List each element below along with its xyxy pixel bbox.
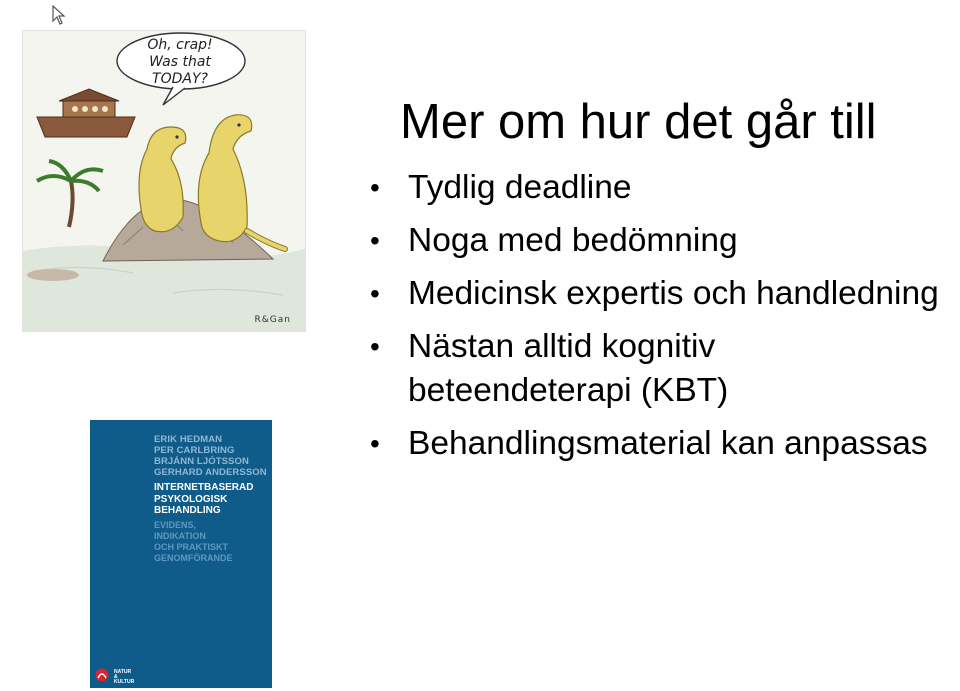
bullet-icon: • bbox=[370, 428, 380, 459]
bullet-list bbox=[368, 166, 948, 475]
book-subtitle-line: GENOMFÖRANDE bbox=[154, 553, 233, 563]
bullet-text: Nästan alltid kognitiv beteendeterapi (KBT) bbox=[408, 328, 729, 409]
bullet-text: Tydlig deadline bbox=[408, 169, 632, 206]
bullet-icon: • bbox=[370, 278, 380, 309]
bullet-icon: • bbox=[370, 225, 380, 256]
book-cover bbox=[90, 420, 272, 688]
cartoonist-signature: R&Gan bbox=[254, 315, 291, 325]
book-subtitle bbox=[154, 520, 233, 564]
book-title-line: INTERNETBASERAD bbox=[154, 482, 254, 493]
book-subtitle-line: EVIDENS, bbox=[154, 520, 197, 530]
book-authors bbox=[154, 434, 267, 478]
book-subtitle-line: OCH PRAKTISKT bbox=[154, 542, 228, 552]
bullet-text: Behandlingsmaterial kan anpassas bbox=[408, 425, 928, 462]
bullet-item bbox=[368, 422, 948, 466]
book-title-line: PSYKOLOGISK bbox=[154, 493, 228, 505]
cartoon-illustration bbox=[22, 30, 306, 332]
bullet-icon: • bbox=[370, 331, 380, 362]
book-title-line: BEHANDLING bbox=[154, 505, 221, 516]
book-author: GERHARD ANDERSSON bbox=[154, 467, 267, 478]
publisher-name: NATUR & KULTUR bbox=[114, 669, 135, 685]
bullet-icon: • bbox=[370, 172, 380, 203]
book-author: ERIK HEDMAN bbox=[154, 434, 223, 445]
bullet-text: Noga med bedömning bbox=[408, 222, 738, 259]
bullet-item bbox=[368, 219, 948, 263]
bullet-item bbox=[368, 272, 948, 316]
book-title bbox=[154, 482, 253, 517]
publisher-logo-icon bbox=[94, 668, 110, 682]
bullet-item bbox=[368, 325, 948, 413]
bullet-text: Medicinsk expertis och handledning bbox=[408, 275, 939, 312]
book-subtitle-line: INDIKATION bbox=[154, 531, 206, 541]
publisher-logo bbox=[94, 668, 135, 685]
speech-balloon-text: Oh, crap! Was that TODAY? bbox=[147, 37, 213, 87]
mouse-pointer-icon bbox=[52, 5, 66, 25]
book-author: PER CARLBRING bbox=[154, 445, 235, 456]
book-author: BRJÁNN LJÓTSSON bbox=[154, 456, 249, 467]
bullet-item bbox=[368, 166, 948, 210]
slide-heading: Mer om hur det går till bbox=[400, 95, 877, 149]
